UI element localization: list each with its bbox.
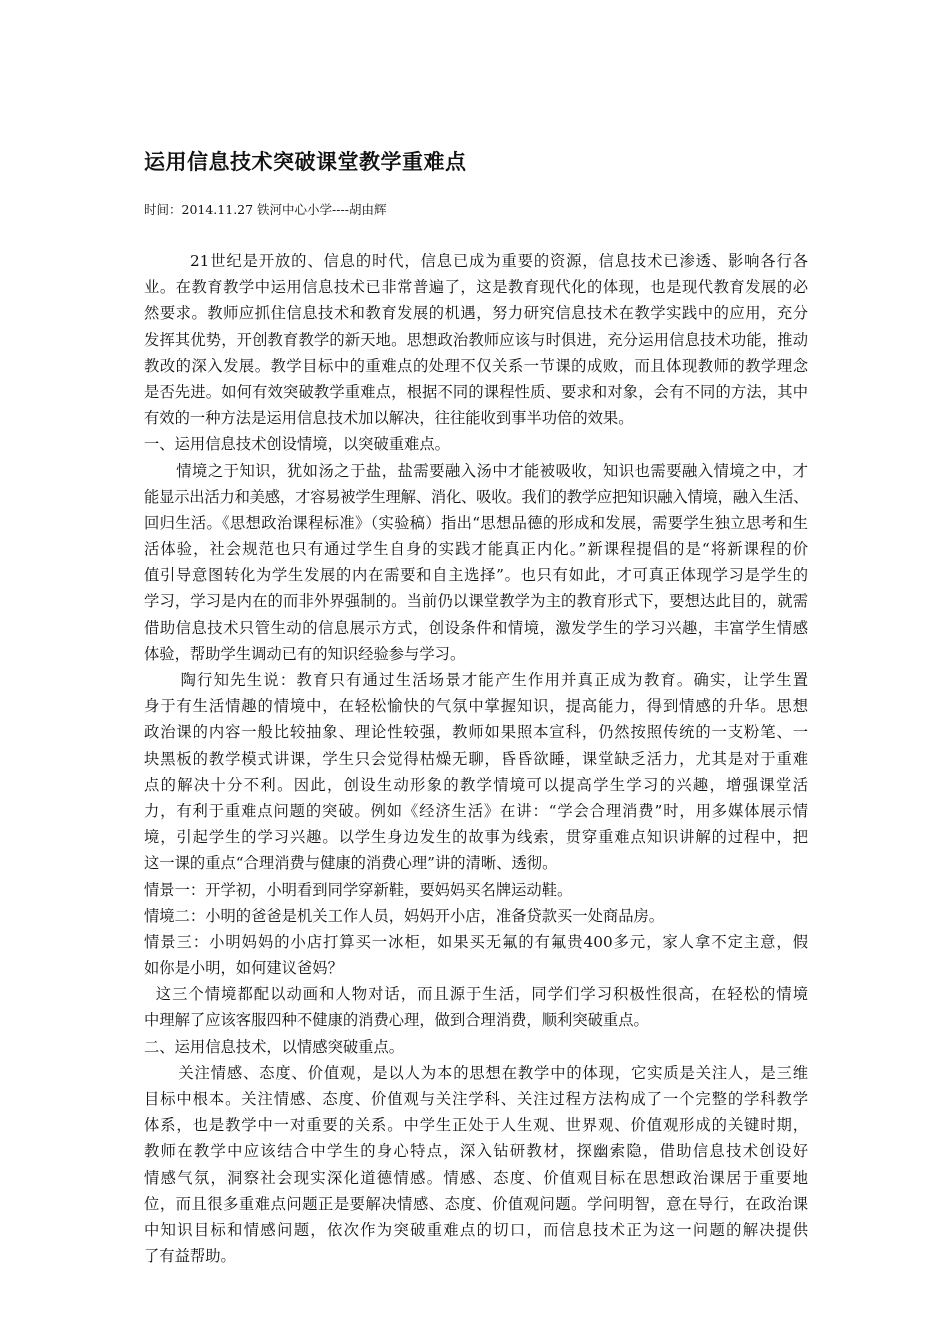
text-line: 情境二：小明的爸爸是机关工作人员，妈妈开小店，准备贷款买一处商品房。: [144, 906, 665, 925]
text-line: 21世纪是开放的、信息的时代，信息已成为重要的资源，信息技术已渗透、影响各行各: [144, 252, 808, 270]
text-line: 借助信息技术只管生动的信息展示方式，创设条件和情境，激发学生的学习兴趣，丰富学生情感: [144, 618, 808, 637]
text-line: 点的解决十分不利。因此，创设生动形象的教学情境可以提高学生学习的兴趣，增强课堂活: [144, 775, 808, 794]
text-line: 发挥其优势，开创教育教学的新天地。思想政治教师应该与时俱进，充分运用信息技术功能，推动: [144, 330, 808, 349]
document-body: [144, 248, 808, 1269]
text-line: 这三个情境都配以动画和人物对话，而且源于生活，同学们学习积极性很高，在轻松的情境: [144, 985, 808, 1004]
text-line: 能显示出活力和美感，才容易被学生理解、消化、吸收。我们的教学应把知识融入情境，融入生活、: [144, 487, 809, 506]
text-line: 了有益帮助。: [144, 1247, 236, 1266]
text-line: 境，引起学生的学习兴趣。以学生身边发生的故事为线索，贯穿重难点知识讲解的过程中，把: [144, 828, 808, 847]
text-line: 值引导意图转化为学生发展的内在需要和自主选择”。也只有如此，才可真正体现学习是学生的: [144, 566, 808, 585]
text-line: 情景三：小明妈妈的小店打算买一冰柜，如果买无氟的有氟贵400多元，家人拿不定主意，假: [144, 932, 808, 951]
text-line: 身于有生活情趣的情境中，在轻松愉快的气氛中掌握知识，提高能力，得到情感的升华。思想: [144, 697, 808, 716]
text-line: 是否先进。如何有效突破教学重难点，根据不同的课程性质、要求和对象，会有不同的方法，其中: [144, 382, 808, 401]
text-line: 情感气氛，洞察社会现实深化道德情感。情感、态度、价值观目标在思想政治课居于重要地: [144, 1168, 808, 1187]
text-line: 位，而且很多重难点问题正是要解决情感、态度、价值观问题。学问明智，意在导行，在政治课: [144, 1194, 808, 1213]
document-title: 运用信息技术突破课堂教学重难点: [144, 150, 467, 174]
text-line: 力，有利于重难点问题的突破。例如《经济生活》在讲：“学会合理消费”时，用多媒体展示情: [144, 801, 808, 820]
text-line: 二、运用信息技术，以情感突破重点。: [144, 1037, 405, 1056]
text-line: 业。在教育教学中运用信息技术已非常普遍了，这是教育现代化的体现，也是现代教育发展的必: [144, 278, 808, 297]
text-line: 块黑板的教学模式讲课，学生只会觉得枯燥无聊，昏昏欲睡，课堂缺乏活力，尤其是对于重难: [144, 749, 808, 768]
text-line: 关注情感、态度、价值观，是以人为本的思想在教学中的体现，它实质是关注人，是三维: [144, 1063, 808, 1082]
document-meta: 时间：2014.11.27 铁河中心小学----胡由辉: [144, 202, 387, 217]
text-line: 情景一：开学初，小明看到同学穿新鞋，要妈妈买名牌运动鞋。: [144, 880, 573, 899]
text-line: 中知识目标和情感问题，依次作为突破重难点的切口，而信息技术正为这一问题的解决提供: [144, 1220, 808, 1239]
text-line: 教改的深入发展。教学目标中的重难点的处理不仅关系一节课的成败，而且体现教师的教学理念: [144, 356, 808, 375]
text-line: 政治课的内容一般比较抽象、理论性较强，教师如果照本宣科，仍然按照传统的一支粉笔、一: [144, 723, 808, 742]
text-line: 目标中根本。关注情感、态度、价值观与关注学科、关注过程方法构成了一个完整的学科教学: [144, 1090, 808, 1108]
text-line: 这一课的重点“合理消费与健康的消费心理”讲的清晰、透彻。: [144, 854, 558, 873]
text-line: 学习，学习是内在的而非外界强制的。当前仍以课堂教学为主的教育形式下，要想达此目的，就需: [144, 592, 808, 611]
text-line: 然要求。教师应抓住信息技术和教育发展的机遇，努力研究信息技术在教学实践中的应用，充分: [144, 304, 808, 323]
text-line: 体验，帮助学生调动已有的知识经验参与学习。: [144, 644, 466, 663]
text-line: 如你是小明，如何建议爸妈？: [144, 959, 343, 978]
text-line: 有效的一种方法是运用信息技术加以解决，往往能收到事半功倍的效果。: [144, 409, 634, 428]
text-line: 回归生活。《思想政治课程标准》（实验稿）指出“思想品德的形成和发展，需要学生独立思考和生: [144, 513, 808, 532]
text-line: 活体验，社会规范也只有通过学生自身的实践才能真正内化。”新课程提倡的是“将新课程的价: [144, 540, 808, 559]
text-line: 陶行知先生说：教育只有通过生活场景才能产生作用并真正成为教育。确实，让学生置: [144, 671, 808, 689]
text-line: 一、运用信息技术创设情境，以突破重难点。: [144, 435, 450, 454]
text-line: 中理解了应该客服四种不健康的消费心理，做到合理消费，顺利突破重点。: [144, 1011, 649, 1030]
text-line: 体系，也是教学中一对重要的关系。中学生正处于人生观、世界观、价值观形成的关键时期，: [144, 1116, 808, 1135]
text-line: 教师在教学中应该结合中学生的身心特点，深入钻研教材，探幽索隐，借助信息技术创设好: [144, 1142, 808, 1161]
text-line: 情境之于知识，犹如汤之于盐，盐需要融入汤中才能被吸收，知识也需要融入情境之中，才: [144, 461, 808, 480]
